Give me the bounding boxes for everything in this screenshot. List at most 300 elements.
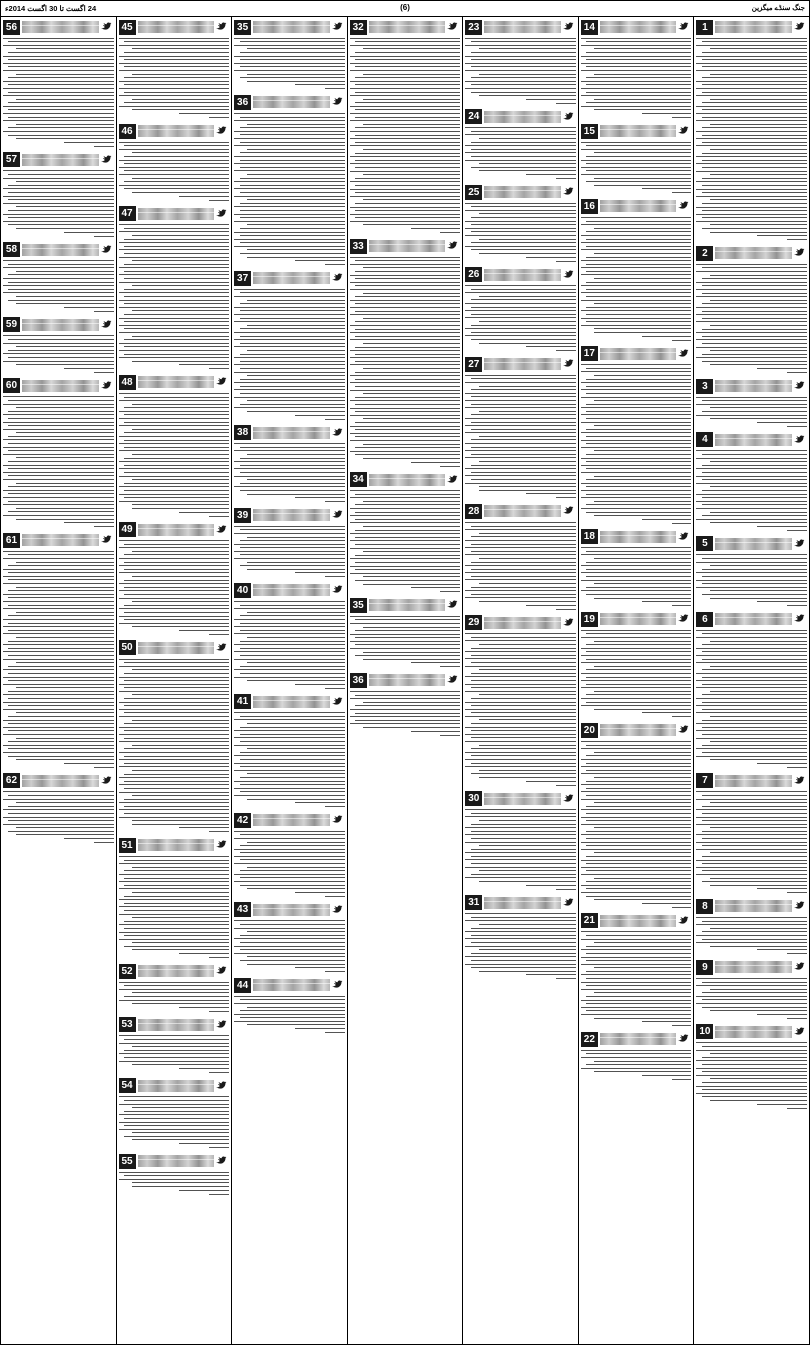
text-line	[234, 863, 345, 864]
text-line	[465, 716, 576, 717]
text-line	[586, 92, 691, 93]
text-line	[586, 788, 691, 789]
text-line	[240, 615, 345, 616]
text-line	[124, 806, 229, 807]
paragraph-end-mark	[787, 1108, 807, 1109]
text-line	[471, 856, 576, 857]
text-line	[465, 565, 576, 566]
article-item[interactable]	[119, 123, 230, 201]
text-line	[702, 820, 807, 821]
article-item[interactable]	[119, 640, 230, 833]
text-line	[355, 644, 460, 645]
text-line	[696, 494, 807, 495]
text-line	[234, 461, 345, 462]
text-line	[702, 651, 807, 652]
text-line	[465, 842, 576, 843]
text-line	[581, 662, 692, 663]
text-line	[240, 648, 345, 649]
text-line	[234, 551, 345, 552]
text-line	[8, 730, 113, 731]
text-line	[642, 336, 692, 337]
text-line	[119, 1043, 230, 1044]
text-line	[119, 616, 230, 617]
article-heading	[234, 582, 345, 598]
text-line	[363, 124, 460, 125]
text-line	[234, 745, 345, 746]
text-line	[702, 1096, 807, 1097]
text-line	[702, 999, 807, 1000]
article-title-text	[138, 125, 215, 137]
text-line	[3, 644, 114, 645]
text-line	[234, 946, 345, 947]
text-line	[247, 375, 344, 376]
text-line	[355, 562, 460, 563]
article-item[interactable]	[3, 152, 114, 237]
text-line	[702, 411, 807, 412]
text-line	[119, 914, 230, 915]
article-body	[696, 450, 807, 530]
text-line	[8, 572, 113, 573]
text-line	[240, 734, 345, 735]
text-line	[234, 339, 345, 340]
article-item[interactable]	[581, 1031, 692, 1080]
text-line	[119, 461, 230, 462]
article-number-badge: 17	[581, 346, 598, 361]
text-line	[350, 264, 461, 265]
text-line	[119, 436, 230, 437]
text-line	[16, 206, 113, 207]
text-line	[355, 372, 460, 373]
text-line	[8, 820, 113, 821]
text-line	[479, 386, 576, 387]
article-body	[3, 551, 114, 768]
text-line	[8, 192, 113, 193]
text-line	[350, 641, 461, 642]
text-line	[479, 411, 576, 412]
text-line	[586, 644, 691, 645]
bird-icon	[100, 318, 114, 332]
text-line	[696, 282, 807, 283]
article-item[interactable]	[350, 472, 461, 593]
text-line	[696, 924, 807, 925]
text-line	[132, 178, 229, 179]
text-line	[710, 407, 807, 408]
text-line	[471, 698, 576, 699]
text-line	[355, 544, 460, 545]
article-body	[696, 397, 807, 427]
text-line	[586, 257, 691, 258]
text-line	[8, 705, 113, 706]
article-heading	[119, 522, 230, 538]
text-line	[465, 203, 576, 204]
text-line	[594, 48, 691, 49]
text-line	[350, 95, 461, 96]
text-line	[696, 874, 807, 875]
text-line	[295, 84, 345, 85]
text-line	[3, 439, 114, 440]
text-line	[465, 766, 576, 767]
article-item[interactable]	[3, 773, 114, 843]
article-body	[465, 38, 576, 104]
article-item[interactable]	[581, 722, 692, 907]
article-item[interactable]	[465, 791, 576, 890]
article-item[interactable]	[119, 522, 230, 635]
text-line	[355, 512, 460, 513]
text-line	[479, 820, 576, 821]
text-line	[594, 992, 691, 993]
article-title-text	[600, 348, 677, 360]
text-line	[64, 522, 114, 523]
text-line	[479, 745, 576, 746]
text-line	[696, 1075, 807, 1076]
text-line	[8, 648, 113, 649]
text-line	[471, 730, 576, 731]
text-line	[586, 84, 691, 85]
text-line	[132, 576, 229, 577]
text-line	[465, 317, 576, 318]
article-item[interactable]	[3, 317, 114, 373]
text-line	[702, 77, 807, 78]
text-line	[240, 368, 345, 369]
text-line	[8, 224, 113, 225]
article-item[interactable]	[581, 346, 692, 524]
article-heading	[119, 837, 230, 853]
text-line	[757, 888, 807, 889]
text-line	[3, 626, 114, 627]
article-item[interactable]	[465, 109, 576, 179]
text-line	[471, 217, 576, 218]
text-line	[119, 684, 230, 685]
article-item[interactable]	[234, 94, 345, 265]
text-line	[247, 773, 344, 774]
bird-icon	[446, 239, 460, 253]
text-line	[642, 601, 692, 602]
text-line	[581, 784, 692, 785]
text-line	[465, 45, 576, 46]
article-item[interactable]	[234, 507, 345, 577]
article-item[interactable]	[581, 19, 692, 118]
text-line	[702, 354, 807, 355]
article-number-badge: 51	[119, 838, 136, 853]
article-item[interactable]	[3, 242, 114, 312]
text-line	[240, 759, 345, 760]
text-line	[3, 709, 114, 710]
article-heading	[234, 902, 345, 918]
article-item[interactable]	[696, 1024, 807, 1109]
article-heading	[119, 19, 230, 35]
article-heading	[465, 791, 576, 807]
text-line	[234, 389, 345, 390]
text-line	[8, 698, 113, 699]
text-line	[355, 66, 460, 67]
article-item[interactable]	[119, 1153, 230, 1195]
text-line	[702, 490, 807, 491]
text-line	[581, 849, 692, 850]
text-line	[234, 608, 345, 609]
text-line	[471, 396, 576, 397]
text-line	[355, 447, 460, 448]
article-item[interactable]	[696, 378, 807, 427]
paragraph-end-mark	[672, 117, 692, 118]
text-line	[119, 70, 230, 71]
text-line	[465, 913, 576, 914]
text-line	[526, 493, 576, 494]
article-item[interactable]	[696, 245, 807, 373]
article-item[interactable]	[234, 425, 345, 503]
text-line	[119, 1035, 230, 1036]
text-line	[757, 1014, 807, 1015]
text-line	[234, 450, 345, 451]
text-line	[119, 1122, 230, 1123]
text-line	[240, 490, 345, 491]
text-line	[757, 235, 807, 236]
text-line	[124, 738, 229, 739]
text-line	[696, 508, 807, 509]
text-line	[702, 1071, 807, 1072]
article-item[interactable]	[119, 206, 230, 370]
article-item[interactable]	[119, 963, 230, 1012]
text-line	[8, 666, 113, 667]
text-line	[234, 364, 345, 365]
text-line	[132, 260, 229, 261]
text-line	[702, 727, 807, 728]
article-item[interactable]	[3, 532, 114, 768]
article-item[interactable]	[119, 1078, 230, 1148]
text-line	[119, 106, 230, 107]
article-item[interactable]	[696, 19, 807, 240]
article-item[interactable]	[119, 837, 230, 958]
text-line	[124, 52, 229, 53]
text-line	[132, 192, 229, 193]
text-line	[696, 56, 807, 57]
text-line	[355, 84, 460, 85]
paragraph-end-mark	[325, 688, 345, 689]
text-line	[696, 860, 807, 861]
text-line	[295, 497, 345, 498]
text-line	[581, 565, 692, 566]
article-item[interactable]	[234, 694, 345, 807]
article-heading	[3, 19, 114, 35]
text-line	[234, 476, 345, 477]
text-line	[696, 397, 807, 398]
text-line	[479, 239, 576, 240]
text-line	[3, 633, 114, 634]
article-item[interactable]	[119, 19, 230, 118]
article-item[interactable]	[581, 198, 692, 340]
text-line	[119, 267, 230, 268]
article-heading	[581, 913, 692, 929]
text-line	[696, 307, 807, 308]
article-item[interactable]	[696, 959, 807, 1019]
text-line	[350, 375, 461, 376]
text-line	[586, 781, 691, 782]
article-item[interactable]	[234, 270, 345, 419]
text-line	[581, 285, 692, 286]
text-line	[64, 307, 114, 308]
text-line	[696, 314, 807, 315]
text-line	[119, 1179, 230, 1180]
text-line	[8, 274, 113, 275]
article-heading	[696, 959, 807, 975]
text-line	[696, 196, 807, 197]
article-number-badge: 34	[350, 472, 367, 487]
article-item[interactable]	[696, 773, 807, 894]
article-item[interactable]	[3, 19, 114, 147]
article-item[interactable]	[119, 1017, 230, 1073]
text-line	[240, 1017, 345, 1018]
article-item[interactable]	[234, 977, 345, 1033]
article-heading	[465, 895, 576, 911]
article-body	[696, 38, 807, 241]
text-line	[3, 56, 114, 57]
text-line	[465, 522, 576, 523]
text-line	[124, 781, 229, 782]
article-item[interactable]	[234, 19, 345, 89]
article-item[interactable]	[696, 432, 807, 531]
text-line	[350, 70, 461, 71]
article-item[interactable]	[465, 615, 576, 786]
text-line	[240, 766, 345, 767]
text-line	[355, 109, 460, 110]
text-line	[350, 634, 461, 635]
paragraph-end-mark	[209, 1072, 229, 1073]
text-line	[479, 777, 576, 778]
text-line	[757, 526, 807, 527]
text-line	[581, 106, 692, 107]
paragraph-end-mark	[209, 634, 229, 635]
text-line	[465, 633, 576, 634]
text-line	[240, 52, 345, 53]
article-item[interactable]	[581, 611, 692, 717]
article-item[interactable]	[465, 895, 576, 980]
text-line	[696, 404, 807, 405]
text-line	[350, 691, 461, 692]
text-line	[479, 213, 576, 214]
article-item[interactable]	[696, 898, 807, 954]
article-item[interactable]	[465, 503, 576, 609]
text-line	[586, 231, 691, 232]
text-line	[696, 791, 807, 792]
article-item[interactable]	[234, 812, 345, 897]
text-line	[124, 813, 229, 814]
text-line	[119, 709, 230, 710]
article-number-badge: 42	[234, 813, 251, 828]
article-item[interactable]	[696, 536, 807, 606]
text-line	[119, 450, 230, 451]
text-line	[586, 468, 691, 469]
text-line	[234, 332, 345, 333]
text-line	[350, 289, 461, 290]
text-line	[702, 734, 807, 735]
text-line	[702, 192, 807, 193]
text-line	[594, 228, 691, 229]
article-item[interactable]	[581, 913, 692, 1026]
article-heading	[234, 270, 345, 286]
paragraph-end-mark	[325, 806, 345, 807]
article-body	[119, 1172, 230, 1195]
text-line	[8, 127, 113, 128]
text-line	[581, 1000, 692, 1001]
article-body	[696, 264, 807, 373]
article-item[interactable]	[234, 902, 345, 972]
text-line	[119, 45, 230, 46]
text-line	[696, 698, 807, 699]
text-line	[240, 217, 345, 218]
article-title-text	[138, 965, 215, 977]
text-line	[355, 178, 460, 179]
text-line	[124, 723, 229, 724]
article-item[interactable]	[581, 529, 692, 607]
text-line	[234, 156, 345, 157]
text-line	[234, 321, 345, 322]
text-line	[581, 414, 692, 415]
text-line	[465, 134, 576, 135]
article-item[interactable]	[350, 19, 461, 233]
article-item[interactable]	[3, 378, 114, 527]
paragraph-end-mark	[325, 971, 345, 972]
article-heading	[581, 611, 692, 627]
text-line	[234, 145, 345, 146]
text-line	[710, 149, 807, 150]
article-item[interactable]	[350, 597, 461, 667]
article-item[interactable]	[465, 356, 576, 498]
article-title-text	[22, 380, 99, 392]
paragraph-end-mark	[672, 340, 692, 341]
text-line	[479, 48, 576, 49]
text-line	[581, 242, 692, 243]
text-line	[594, 899, 691, 900]
text-line	[124, 687, 229, 688]
text-line	[355, 153, 460, 154]
article-item[interactable]	[234, 582, 345, 688]
article-item[interactable]	[465, 184, 576, 262]
text-line	[119, 325, 230, 326]
article-number-badge: 39	[234, 508, 251, 523]
text-line	[124, 544, 229, 545]
text-line	[594, 303, 691, 304]
article-item[interactable]	[119, 374, 230, 516]
text-line	[702, 167, 807, 168]
text-line	[132, 1003, 229, 1004]
text-line	[240, 160, 345, 161]
text-line	[581, 655, 692, 656]
text-line	[247, 199, 344, 200]
article-item[interactable]	[350, 238, 461, 466]
article-heading	[234, 425, 345, 441]
text-line	[702, 813, 807, 814]
article-item[interactable]	[465, 19, 576, 104]
column-3	[462, 17, 578, 1344]
text-line	[594, 641, 691, 642]
text-line	[247, 81, 344, 82]
text-line	[471, 454, 576, 455]
article-item[interactable]	[350, 672, 461, 735]
article-number-badge: 26	[465, 267, 482, 282]
text-line	[594, 777, 691, 778]
article-title-text	[484, 793, 561, 805]
article-item[interactable]	[465, 267, 576, 352]
bird-icon	[793, 537, 807, 551]
article-item[interactable]	[581, 123, 692, 193]
text-line	[240, 623, 345, 624]
text-line	[696, 264, 807, 265]
text-line	[586, 569, 691, 570]
text-line	[696, 156, 807, 157]
text-line	[234, 407, 345, 408]
article-number-badge: 55	[119, 1154, 136, 1169]
article-item[interactable]	[696, 611, 807, 768]
paragraph-end-mark	[787, 372, 807, 373]
